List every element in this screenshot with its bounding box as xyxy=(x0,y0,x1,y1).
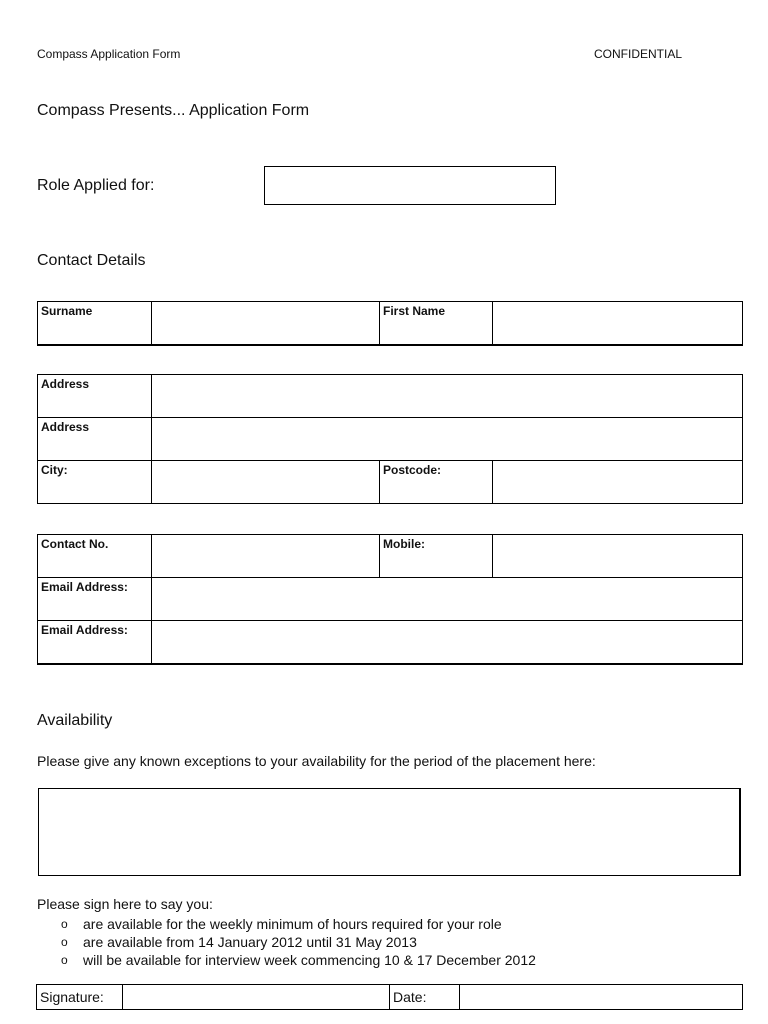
role-input[interactable] xyxy=(264,166,556,205)
surname-field[interactable] xyxy=(152,302,380,345)
city-label: City: xyxy=(38,461,152,504)
list-item: o are available for the weekly minimum of hours required for your role xyxy=(61,916,502,932)
name-table xyxy=(37,301,743,346)
mobile-field[interactable] xyxy=(493,535,743,578)
bullet-icon: o xyxy=(61,935,68,949)
bullet-icon: o xyxy=(61,953,68,967)
address2-field[interactable] xyxy=(152,418,743,461)
page-title: Compass Presents... Application Form xyxy=(37,102,310,119)
signature-table xyxy=(36,984,743,1010)
address1-field[interactable] xyxy=(152,375,743,418)
table-row xyxy=(38,578,743,621)
first-name-label: First Name xyxy=(380,302,493,345)
email2-label: Email Address: xyxy=(38,621,152,664)
surname-label: Surname xyxy=(38,302,152,345)
email2-field[interactable] xyxy=(152,621,743,664)
table-row xyxy=(37,985,743,1010)
first-name-field[interactable] xyxy=(493,302,743,345)
address-table xyxy=(37,374,743,504)
availability-heading: Availability xyxy=(37,712,113,729)
email1-label: Email Address: xyxy=(38,578,152,621)
mobile-label: Mobile: xyxy=(380,535,493,578)
list-item: o will be available for interview week commencing 10 & 17 December 2012 xyxy=(61,952,536,968)
table-row xyxy=(38,302,743,345)
table-row xyxy=(38,461,743,504)
table-row xyxy=(38,621,743,664)
signature-label: Signature: xyxy=(37,985,123,1010)
date-label: Date: xyxy=(390,985,460,1010)
phone-email-table xyxy=(37,534,743,665)
availability-exceptions-box[interactable] xyxy=(38,788,741,876)
header-form-name: Compass Application Form xyxy=(37,47,181,61)
email1-field[interactable] xyxy=(152,578,743,621)
contact-no-label: Contact No. xyxy=(38,535,152,578)
role-label: Role Applied for: xyxy=(37,177,155,194)
date-field[interactable] xyxy=(460,985,743,1010)
address1-label: Address xyxy=(38,375,152,418)
sign-intro: Please sign here to say you: xyxy=(37,896,213,912)
bullet-icon: o xyxy=(61,917,68,931)
contact-details-heading: Contact Details xyxy=(37,252,146,269)
contact-no-field[interactable] xyxy=(152,535,380,578)
postcode-field[interactable] xyxy=(493,461,743,504)
table-row xyxy=(38,418,743,461)
availability-instruction: Please give any known exceptions to your availability for the period of the placement here: xyxy=(37,753,596,769)
header-confidential: CONFIDENTIAL xyxy=(594,47,683,61)
signature-field[interactable] xyxy=(123,985,390,1010)
table-row xyxy=(38,375,743,418)
postcode-label: Postcode: xyxy=(380,461,493,504)
table-row xyxy=(38,535,743,578)
availability-conditions-list xyxy=(37,915,536,969)
city-field[interactable] xyxy=(152,461,380,504)
address2-label: Address xyxy=(38,418,152,461)
list-item: o are available from 14 January 2012 until 31 May 2013 xyxy=(61,934,417,950)
